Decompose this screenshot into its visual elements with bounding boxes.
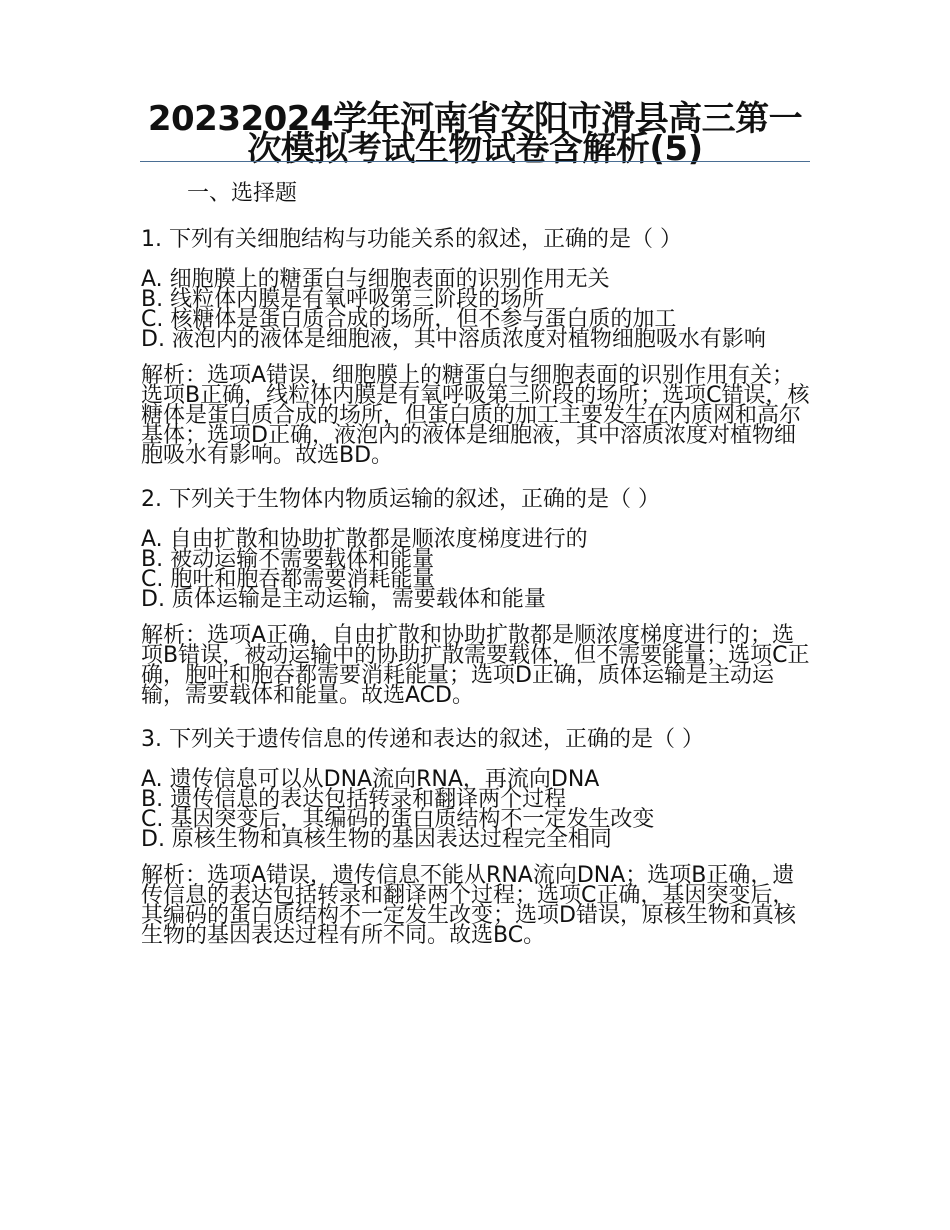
question-analysis: 解析：选项A正确，自由扩散和协助扩散都是顺浓度梯度进行的；选项B错误，被动运输中的协助扩散需要载体，但不需要能量；选项C正确，胞吐和胞吞都需要消耗能量；选项D正确，质体运输是主动运输，需要载体和能量。故选ACD。	[141, 623, 810, 708]
question-options	[141, 767, 811, 852]
question-3	[141, 726, 811, 946]
title-underline-rule	[140, 161, 810, 162]
option-d: D. 质体运输是主动运输，需要载体和能量	[141, 587, 546, 612]
option-d: D. 液泡内的液体是细胞液，其中溶质浓度对植物细胞吸水有影响	[141, 327, 766, 352]
option-a: A. 遗传信息可以从DNA流向RNA，再流向DNA	[141, 767, 600, 792]
document-title: 20232024学年河南省安阳市滑县高三第一次模拟考试生物试卷含解析(5)	[147, 99, 803, 169]
option-b: B. 被动运输不需要载体和能量	[141, 547, 435, 572]
question-options	[141, 527, 811, 612]
option-a: A. 细胞膜上的糖蛋白与细胞表面的识别作用无关	[141, 267, 610, 292]
option-b: B. 线粒体内膜是有氧呼吸第三阶段的场所	[141, 287, 545, 312]
option-d: D. 原核生物和真核生物的基因表达过程完全相同	[141, 827, 612, 852]
option-b: B. 遗传信息的表达包括转录和翻译两个过程	[141, 787, 567, 812]
question-stem: 3. 下列关于遗传信息的传递和表达的叙述，正确的是（ ）	[141, 727, 704, 752]
option-c: C. 核糖体是蛋白质合成的场所，但不参与蛋白质的加工	[141, 307, 677, 332]
option-c: C. 基因突变后，其编码的蛋白质结构不一定发生改变	[141, 807, 655, 832]
questions-list	[141, 226, 811, 966]
question-stem: 1. 下列有关细胞结构与功能关系的叙述，正确的是（ ）	[141, 227, 682, 252]
question-analysis: 解析：选项A错误，细胞膜上的糖蛋白与细胞表面的识别作用有关；选项B正确，线粒体内膜是有氧呼吸第三阶段的场所；选项C错误，核糖体是蛋白质合成的场所，但蛋白质的加工主要发生在内质网和高尔基体；选项D正确，液泡内的液体是细胞液，其中溶质浓度对植物细胞吸水有影响。故选BD。	[141, 363, 810, 468]
question-analysis: 解析：选项A错误，遗传信息不能从RNA流向DNA；选项B正确，遗传信息的表达包括转录和翻译两个过程；选项C正确，基因突变后，其编码的蛋白质结构不一定发生改变；选项D错误，原核生物和真核生物的基因表达过程有所不同。故选BC。	[141, 863, 796, 948]
question-stem: 2. 下列关于生物体内物质运输的叙述，正确的是（ ）	[141, 487, 660, 512]
option-a: A. 自由扩散和协助扩散都是顺浓度梯度进行的	[141, 527, 588, 552]
option-c: C. 胞吐和胞吞都需要消耗能量	[141, 567, 435, 592]
question-1	[141, 226, 811, 466]
question-2	[141, 486, 811, 706]
question-options	[141, 267, 811, 352]
section-heading: 一、选择题	[187, 181, 298, 206]
